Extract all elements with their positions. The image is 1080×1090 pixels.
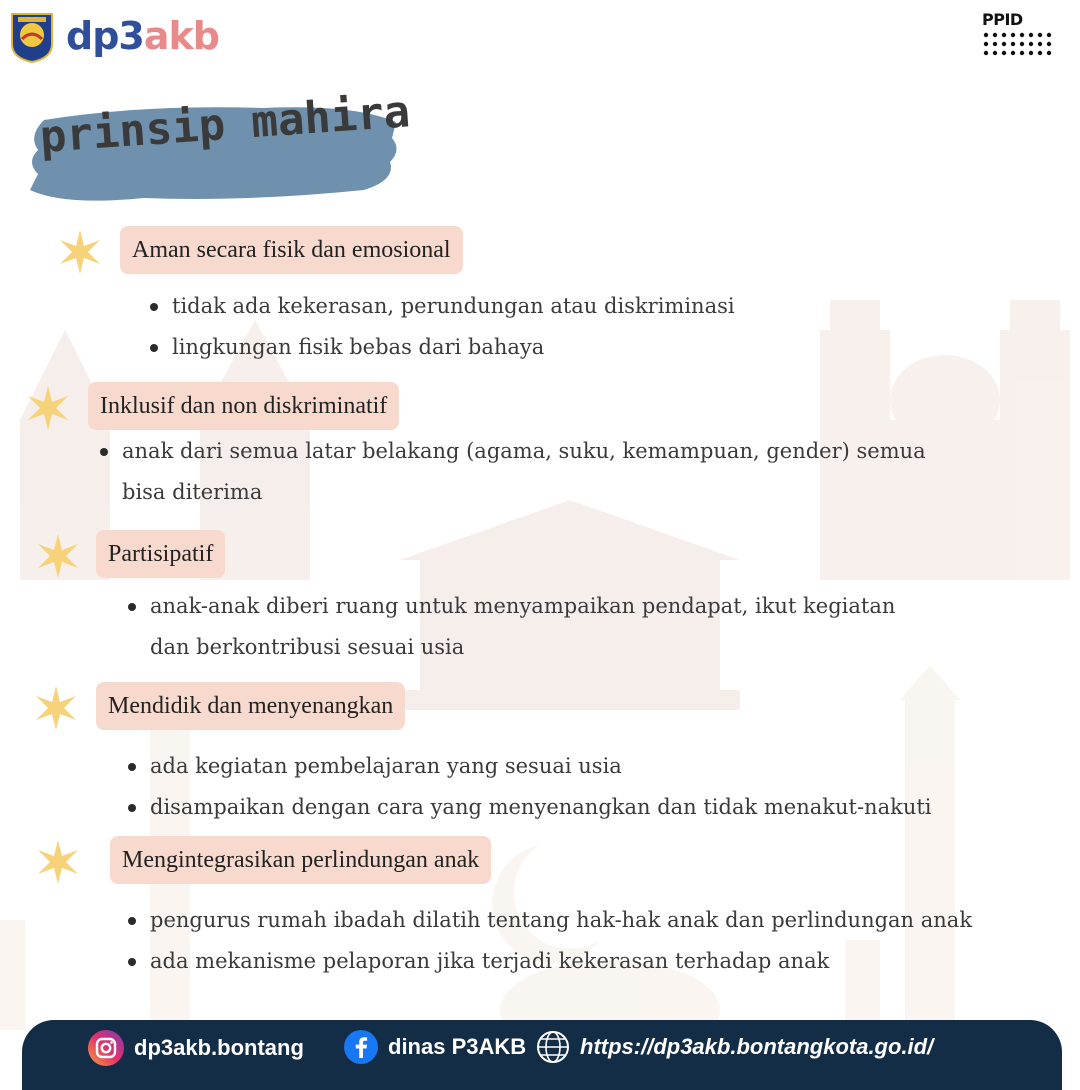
section-heading-child-protection: Mengintegrasikan perlindungan anak [110, 836, 491, 884]
list-item: pengurus rumah ibadah dilatih tentang hak-hak anak dan perlindungan anak [150, 900, 972, 941]
sparkle-star-icon [34, 532, 82, 580]
header-logo [8, 8, 219, 64]
sparkle-star-icon [34, 838, 82, 886]
footer-website[interactable] [536, 1030, 933, 1064]
instagram-icon [88, 1030, 124, 1066]
ppid-badge [982, 10, 1060, 63]
list-item: anak-anak diberi ruang untuk menyampaikan pendapat, ikut kegiatan dan berkontribusi sesuai usia [150, 586, 940, 668]
list-item: disampaikan dengan cara yang menyenangkan dan tidak menakut-nakuti [150, 787, 932, 828]
dot-pattern-icon [982, 29, 1060, 59]
section-list-participative [150, 586, 940, 668]
website-url: https://dp3akb.bontangkota.go.id/ [580, 1034, 934, 1059]
list-item: ada kegiatan pembelajaran yang sesuai usia [150, 746, 932, 787]
footer-instagram[interactable] [88, 1030, 304, 1066]
regional-seal-icon [8, 8, 56, 64]
globe-icon [536, 1030, 570, 1064]
instagram-handle: dp3akb.bontang [134, 1035, 304, 1060]
facebook-icon [344, 1030, 378, 1064]
sparkle-star-icon [32, 684, 80, 732]
section-list-safe [172, 286, 735, 368]
list-item: tidak ada kekerasan, perundungan atau diskriminasi [172, 286, 735, 327]
sparkle-star-icon [56, 228, 104, 276]
list-item: ada mekanisme pelaporan jika terjadi kekerasan terhadap anak [150, 941, 972, 982]
section-heading-educational: Mendidik dan menyenangkan [96, 682, 405, 730]
section-heading-participative: Partisipatif [96, 530, 225, 578]
list-item: anak dari semua latar belakang (agama, suku, kemampuan, gender) semua bisa diterima [122, 431, 932, 513]
section-heading-inclusive: Inklusif dan non diskriminatif [88, 382, 399, 430]
brand-wordmark [66, 14, 219, 58]
section-list-inclusive [122, 431, 932, 513]
section-list-child-protection [150, 900, 972, 982]
facebook-page: dinas P3AKB [388, 1034, 527, 1059]
ppid-label: PPID [982, 10, 1023, 29]
page-title: prinsip mahira [38, 86, 412, 163]
section-heading-safe: Aman secara fisik dan emosional [120, 226, 463, 274]
footer-facebook[interactable] [344, 1030, 526, 1064]
section-list-educational [150, 746, 932, 828]
brand-prefix: dp3 [66, 14, 144, 58]
brand-suffix: akb [143, 14, 219, 58]
list-item: lingkungan fisik bebas dari bahaya [172, 327, 735, 368]
sparkle-star-icon [24, 384, 72, 432]
